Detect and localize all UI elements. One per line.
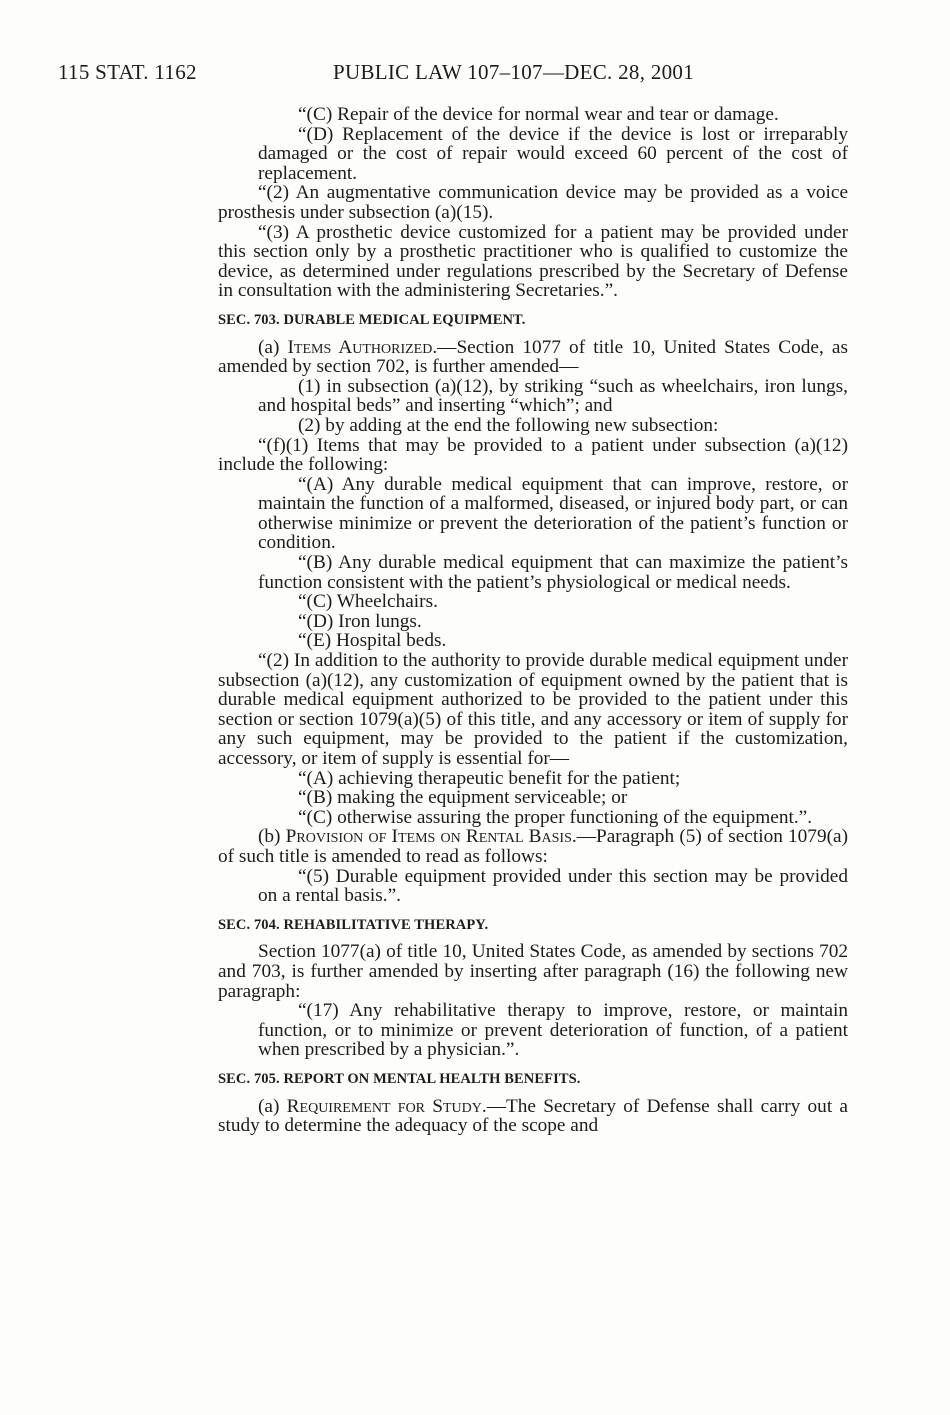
section-703-heading: SEC. 703. DURABLE MEDICAL EQUIPMENT. (218, 311, 526, 328)
essential-c: “(C) otherwise assuring the proper functioning of the equipment.”. (298, 806, 813, 828)
section-704-heading: SEC. 704. REHABILITATIVE THERAPY. (218, 916, 489, 933)
new-subsection-f1: “(f)(1) Items that may be provided to a patient under subsection (a)(12) include the following: (218, 434, 848, 476)
item-b-durable-equipment: “(B) Any durable medical equipment that can maximize the patient’s function consistent with the patient’s physiological or medical needs. (258, 552, 848, 593)
paragraph-c-repair: “(C) Repair of the device for normal wear and tear or damage. (298, 104, 779, 125)
section-703-subsection-a (218, 338, 848, 377)
page-body (218, 105, 848, 1136)
paragraph-17-therapy: “(17) Any rehabilitative therapy to improve, restore, or maintain function, or to minimize or prevent deterioration of function, of a patient when prescribed by a physician.”. (258, 1000, 848, 1061)
essential-b: “(B) making the equipment serviceable; or (298, 787, 628, 809)
item-c-wheelchairs: “(C) Wheelchairs. (298, 591, 438, 613)
paragraph-2-augmentative: “(2) An augmentative communication device may be provided as a voice prosthesis under subsection (a)(15). (218, 182, 848, 223)
running-head: PUBLIC LAW 107–107—DEC. 28, 2001 (333, 60, 695, 84)
statute-page-number: 115 STAT. 1162 (58, 60, 197, 84)
subsection-b-text: .—Paragraph (5) of section 1079(a) of such title is amended to read as follows: (218, 826, 848, 867)
amendment-2: (2) by adding at the end the following new subsection: (298, 414, 719, 436)
subsection-705a-title: Requirement for Study (286, 1095, 482, 1117)
paragraph-3-customized: “(3) A prosthetic device customized for a patient may be provided under this section only by a prosthetic practitioner who is qualified to customize the device, as determined under regulations prescribed by the Secretary of Defense in consultation with the administering Secretaries.”. (218, 221, 848, 302)
amendment-1: (1) in subsection (a)(12), by striking “such as wheelchairs, iron lungs, and hospital beds” and inserting “which”; and (258, 375, 848, 417)
subsection-a-label: (a) (258, 336, 288, 358)
item-e-hospital-beds: “(E) Hospital beds. (298, 630, 447, 652)
section-705-heading: SEC. 705. REPORT ON MENTAL HEALTH BENEFITS. (218, 1070, 581, 1087)
section-705-subsection-a (218, 1097, 848, 1136)
subsection-b-title: Provision of Items on Rental Basis (285, 826, 572, 848)
section-704-text: Section 1077(a) of title 10, United States Code, as amended by sections 702 and 703, is further amended by inserting after paragraph (16) the following new paragraph: (218, 941, 848, 1002)
item-d-iron-lungs: “(D) Iron lungs. (298, 610, 422, 632)
subsection-a-text: .—Section 1077 of title 10, United States Code, as amended by section 702, is further amended— (218, 336, 848, 378)
subsection-705a-text: .—The Secretary of Defense shall carry out a study to determine the adequacy of the scope and (218, 1095, 848, 1137)
essential-a: “(A) achieving therapeutic benefit for the patient; (298, 767, 681, 789)
paragraph-5-rental: “(5) Durable equipment provided under this section may be provided on a rental basis.”. (258, 865, 848, 907)
subsection-b-label: (b) (258, 826, 286, 848)
paragraph-d-replacement: “(D) Replacement of the device if the device is lost or irreparably damaged or the cost of repair would exceed 60 percent of the cost of replacement. (258, 123, 848, 184)
subsection-705a-label: (a) (258, 1095, 287, 1117)
section-703-subsection-b (218, 827, 848, 866)
new-subsection-f2: “(2) In addition to the authority to provide durable medical equipment under subsection (a)(12), any customization of equipment owned by the patient that is durable medical equipment authorized to be provided to the patient under this section or section 1079(a)(5) of this title, and any accessory or item of supply for any such equipment, may be provided to the patient if the customization, accessory, or item of supply is essential for— (218, 650, 848, 769)
subsection-a-title: Items Authorized (287, 336, 433, 358)
item-a-durable-equipment: “(A) Any durable medical equipment that can improve, restore, or maintain the function of a malformed, diseased, or injured body part, or can otherwise minimize or prevent the deterioration of the patient’s function or condition. (258, 473, 848, 554)
